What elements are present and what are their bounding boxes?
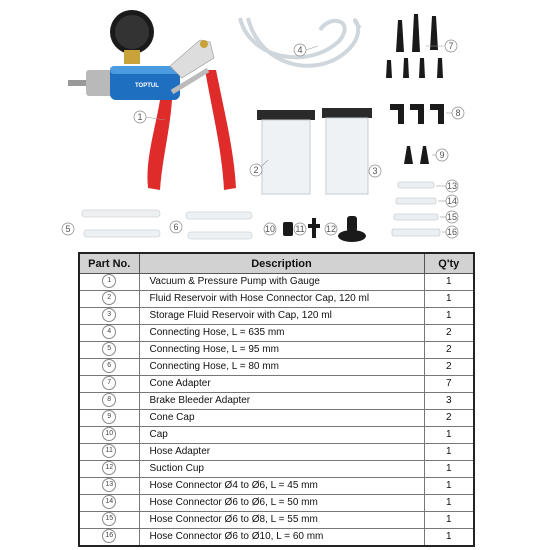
part-number-badge: 7 xyxy=(102,376,116,390)
description-cell: Hose Adapter xyxy=(139,444,424,461)
part-number-badge: 5 xyxy=(102,342,116,356)
table-row xyxy=(79,359,474,376)
callout-2 xyxy=(250,164,262,176)
callout-11 xyxy=(294,223,306,235)
callout-4 xyxy=(294,44,306,56)
table-row xyxy=(79,427,474,444)
part-number-badge: 16 xyxy=(102,529,116,543)
bleeder-adapters-illustration xyxy=(390,104,444,124)
part-no-cell xyxy=(79,342,139,359)
callout-15 xyxy=(446,211,458,223)
qty-cell: 1 xyxy=(424,291,474,308)
qty-cell: 1 xyxy=(424,529,474,547)
part-no-cell xyxy=(79,427,139,444)
header-description: Description xyxy=(139,253,424,274)
part-number-badge: 4 xyxy=(102,325,116,339)
part-number-badge: 3 xyxy=(102,308,116,322)
callout-13 xyxy=(446,180,458,192)
part-no-cell xyxy=(79,274,139,291)
part-no-cell xyxy=(79,512,139,529)
vacuum-pump-illustration xyxy=(68,10,236,190)
svg-text:5: 5 xyxy=(65,224,71,234)
svg-text:4: 4 xyxy=(297,45,303,55)
qty-cell: 3 xyxy=(424,393,474,410)
part-number-badge: 13 xyxy=(102,478,116,492)
kit-illustration xyxy=(0,0,550,250)
svg-text:3: 3 xyxy=(372,166,378,176)
table-row xyxy=(79,274,474,291)
callout-14 xyxy=(446,195,458,207)
part-number-badge: 2 xyxy=(102,291,116,305)
qty-cell: 2 xyxy=(424,325,474,342)
qty-cell: 2 xyxy=(424,359,474,376)
part-number-badge: 9 xyxy=(102,410,116,424)
callout-10 xyxy=(264,223,276,235)
svg-text:14: 14 xyxy=(446,196,458,206)
description-cell: Storage Fluid Reservoir with Cap, 120 ml xyxy=(139,308,424,325)
part-number-badge: 1 xyxy=(102,274,116,288)
description-cell: Vacuum & Pressure Pump with Gauge xyxy=(139,274,424,291)
part-no-cell xyxy=(79,495,139,512)
qty-cell: 1 xyxy=(424,512,474,529)
part-no-cell xyxy=(79,291,139,308)
svg-text:7: 7 xyxy=(448,41,454,51)
table-row xyxy=(79,325,474,342)
qty-cell: 1 xyxy=(424,495,474,512)
long-hose-illustration xyxy=(240,18,360,66)
part-no-cell xyxy=(79,325,139,342)
hose-connectors-illustration xyxy=(392,182,440,236)
svg-text:15: 15 xyxy=(446,212,458,222)
svg-text:1: 1 xyxy=(137,112,143,122)
part-no-cell xyxy=(79,376,139,393)
cone-caps-illustration xyxy=(404,146,429,164)
parts-table xyxy=(78,252,475,547)
callout-5 xyxy=(62,223,74,235)
part-number-badge: 14 xyxy=(102,495,116,509)
qty-cell: 1 xyxy=(424,427,474,444)
qty-cell: 1 xyxy=(424,274,474,291)
description-cell: Connecting Hose, L = 635 mm xyxy=(139,325,424,342)
part-number-badge: 15 xyxy=(102,512,116,526)
svg-text:10: 10 xyxy=(264,224,276,234)
svg-text:12: 12 xyxy=(325,224,337,234)
description-cell: Cone Adapter xyxy=(139,376,424,393)
description-cell: Brake Bleeder Adapter xyxy=(139,393,424,410)
part-no-cell xyxy=(79,461,139,478)
table-row xyxy=(79,342,474,359)
qty-cell: 1 xyxy=(424,308,474,325)
part-no-cell xyxy=(79,359,139,376)
part-no-cell xyxy=(79,308,139,325)
description-cell: Connecting Hose, L = 95 mm xyxy=(139,342,424,359)
table-row xyxy=(79,529,474,547)
description-cell: Hose Connector Ø4 to Ø6, L = 45 mm xyxy=(139,478,424,495)
svg-text:2: 2 xyxy=(253,165,259,175)
callout-1 xyxy=(134,111,146,123)
svg-text:6: 6 xyxy=(173,222,179,232)
description-cell: Hose Connector Ø6 to Ø10, L = 60 mm xyxy=(139,529,424,547)
part-number-badge: 10 xyxy=(102,427,116,441)
part-number-badge: 11 xyxy=(102,444,116,458)
part-no-cell xyxy=(79,410,139,427)
qty-cell: 1 xyxy=(424,478,474,495)
description-cell: Suction Cup xyxy=(139,461,424,478)
description-cell: Fluid Reservoir with Hose Connector Cap, 120 ml xyxy=(139,291,424,308)
table-row xyxy=(79,376,474,393)
svg-text:9: 9 xyxy=(439,150,445,160)
callout-9 xyxy=(436,149,448,161)
part-number-badge: 8 xyxy=(102,393,116,407)
svg-text:13: 13 xyxy=(446,181,458,191)
qty-cell: 1 xyxy=(424,461,474,478)
part-no-cell xyxy=(79,478,139,495)
table-row xyxy=(79,495,474,512)
callout-7 xyxy=(445,40,457,52)
callout-3 xyxy=(369,165,381,177)
reservoir-illustration xyxy=(257,108,372,194)
table-row xyxy=(79,512,474,529)
table-row xyxy=(79,461,474,478)
part-no-cell xyxy=(79,393,139,410)
part-no-cell xyxy=(79,444,139,461)
table-row xyxy=(79,393,474,410)
part-number-badge: 6 xyxy=(102,359,116,373)
qty-cell: 1 xyxy=(424,444,474,461)
svg-text:16: 16 xyxy=(446,227,458,237)
callout-16 xyxy=(446,226,458,238)
qty-cell: 2 xyxy=(424,410,474,427)
header-qty: Q'ty xyxy=(424,253,474,274)
short-hoses-illustration xyxy=(82,210,252,239)
part-no-cell xyxy=(79,529,139,547)
table-row xyxy=(79,291,474,308)
table-row xyxy=(79,308,474,325)
table-row xyxy=(79,444,474,461)
qty-cell: 7 xyxy=(424,376,474,393)
header-part-no: Part No. xyxy=(79,253,139,274)
qty-cell: 2 xyxy=(424,342,474,359)
parts-table-body xyxy=(79,274,474,547)
svg-text:8: 8 xyxy=(455,108,461,118)
callout-8 xyxy=(452,107,464,119)
table-row xyxy=(79,478,474,495)
description-cell: Cap xyxy=(139,427,424,444)
description-cell: Cone Cap xyxy=(139,410,424,427)
description-cell: Hose Connector Ø6 to Ø8, L = 55 mm xyxy=(139,512,424,529)
description-cell: Connecting Hose, L = 80 mm xyxy=(139,359,424,376)
table-header-row xyxy=(79,253,474,274)
callout-12 xyxy=(325,223,337,235)
brand-logo: TOPTUL xyxy=(135,83,159,89)
part-number-badge: 12 xyxy=(102,461,116,475)
table-row xyxy=(79,410,474,427)
svg-text:11: 11 xyxy=(295,224,305,234)
callout-6 xyxy=(170,221,182,233)
description-cell: Hose Connector Ø6 to Ø6, L = 50 mm xyxy=(139,495,424,512)
